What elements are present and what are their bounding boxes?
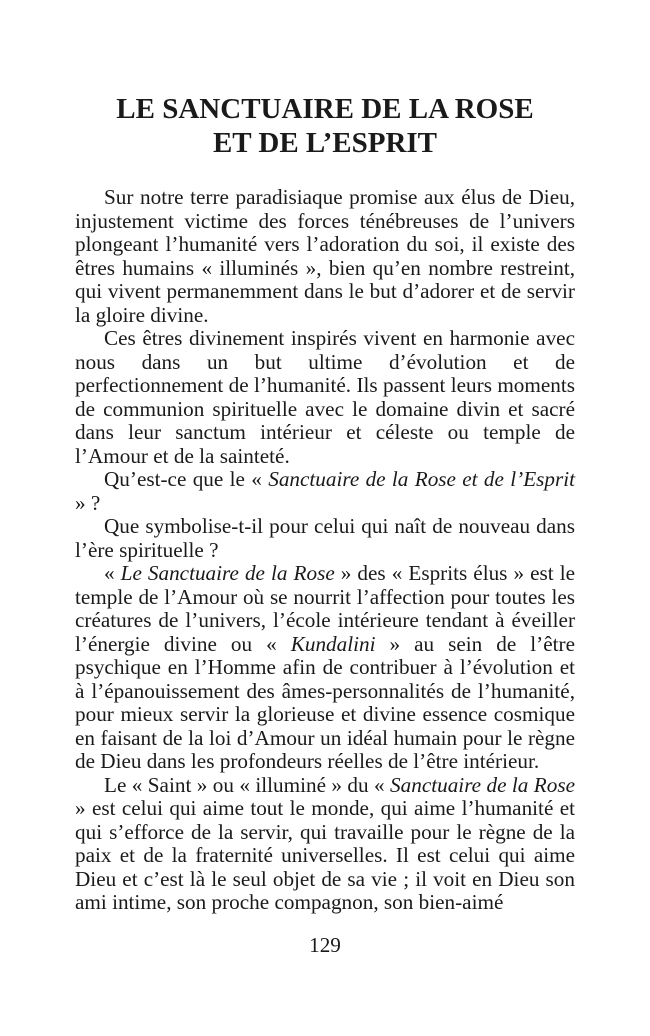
italic-text-segment: Sanctuaire de la Rose et de l’Esprit <box>268 467 576 491</box>
text-segment: » au sein de l’être psychique en l’Homme afin de contribuer à l’évolution et à l’épanouissement des âmes-personnalités de l’humanité, pour mieux servir la glorieuse et divine essence cosmique en faisant de la loi d’Amour un idéal humain pour le règne de Dieu dans les profondeurs réelles de l’être intérieur. <box>75 631 575 773</box>
text-segment: Le « Saint » ou « illuminé » du « <box>104 772 391 797</box>
chapter-title-line-2: ET DE L’ESPRIT <box>212 127 438 159</box>
paragraph <box>75 468 575 515</box>
text-segment: Ces êtres divinement inspirés vivent en harmonie avec nous dans un but ultime d’évolution et de perfectionnement de l’humanité. Ils passent leurs moments de communion spirituelle avec le domaine divin et sacré dans leur sanctum intérieur et céleste ou temple de l’Amour et de la sainteté. <box>75 326 575 468</box>
italic-text-segment: Sanctuaire de la Rose <box>390 772 575 797</box>
page-number: 129 <box>309 933 341 957</box>
text-segment: » ? <box>75 490 101 515</box>
italic-text-segment: Kundalini <box>290 631 376 656</box>
chapter-title-line-1: LE SANCTUAIRE DE LA ROSE <box>116 93 534 125</box>
text-segment: Que symbolise-t-il pour celui qui naît de nouveau dans l’ère spirituelle ? <box>75 514 575 562</box>
italic-text-segment: Le Sanctuaire de la Rose <box>120 561 335 585</box>
text-segment: » est celui qui aime tout le monde, qui aime l’humanité et qui s’efforce de la servir, qui travaille pour le règne de la paix et de la fraternité universelles. Il est celui qui aime Dieu et c’est là le seul objet de sa vie ; il voit en Dieu son ami intime, son proche compagnon, son bien-aimé <box>75 796 575 914</box>
paragraph <box>75 327 575 468</box>
text-segment: Sur notre terre paradisiaque promise aux élus de Dieu, injustement victime des forces ténébreuses de l’univers plongeant l’humanité vers l’adoration du soi, il existe des êtres humains « illuminés », bien qu’en nombre restreint, qui vivent permanemment dans le but d’adorer et de servir la gloire divine. <box>75 185 575 327</box>
page-body <box>75 186 575 915</box>
text-segment: « <box>104 561 121 585</box>
text-segment: Qu’est-ce que le « <box>104 467 269 491</box>
paragraph <box>75 774 575 915</box>
text-segment: » des « Esprits élus » est le temple de l’Amour où se nourrit l’affection pour toutes les créatures de l’univers, l’école intérieure tendant à éveiller l’énergie divine ou « <box>75 561 575 656</box>
paragraph <box>75 562 575 774</box>
chapter-title <box>75 92 575 160</box>
paragraph <box>75 515 575 562</box>
paragraph <box>75 186 575 327</box>
